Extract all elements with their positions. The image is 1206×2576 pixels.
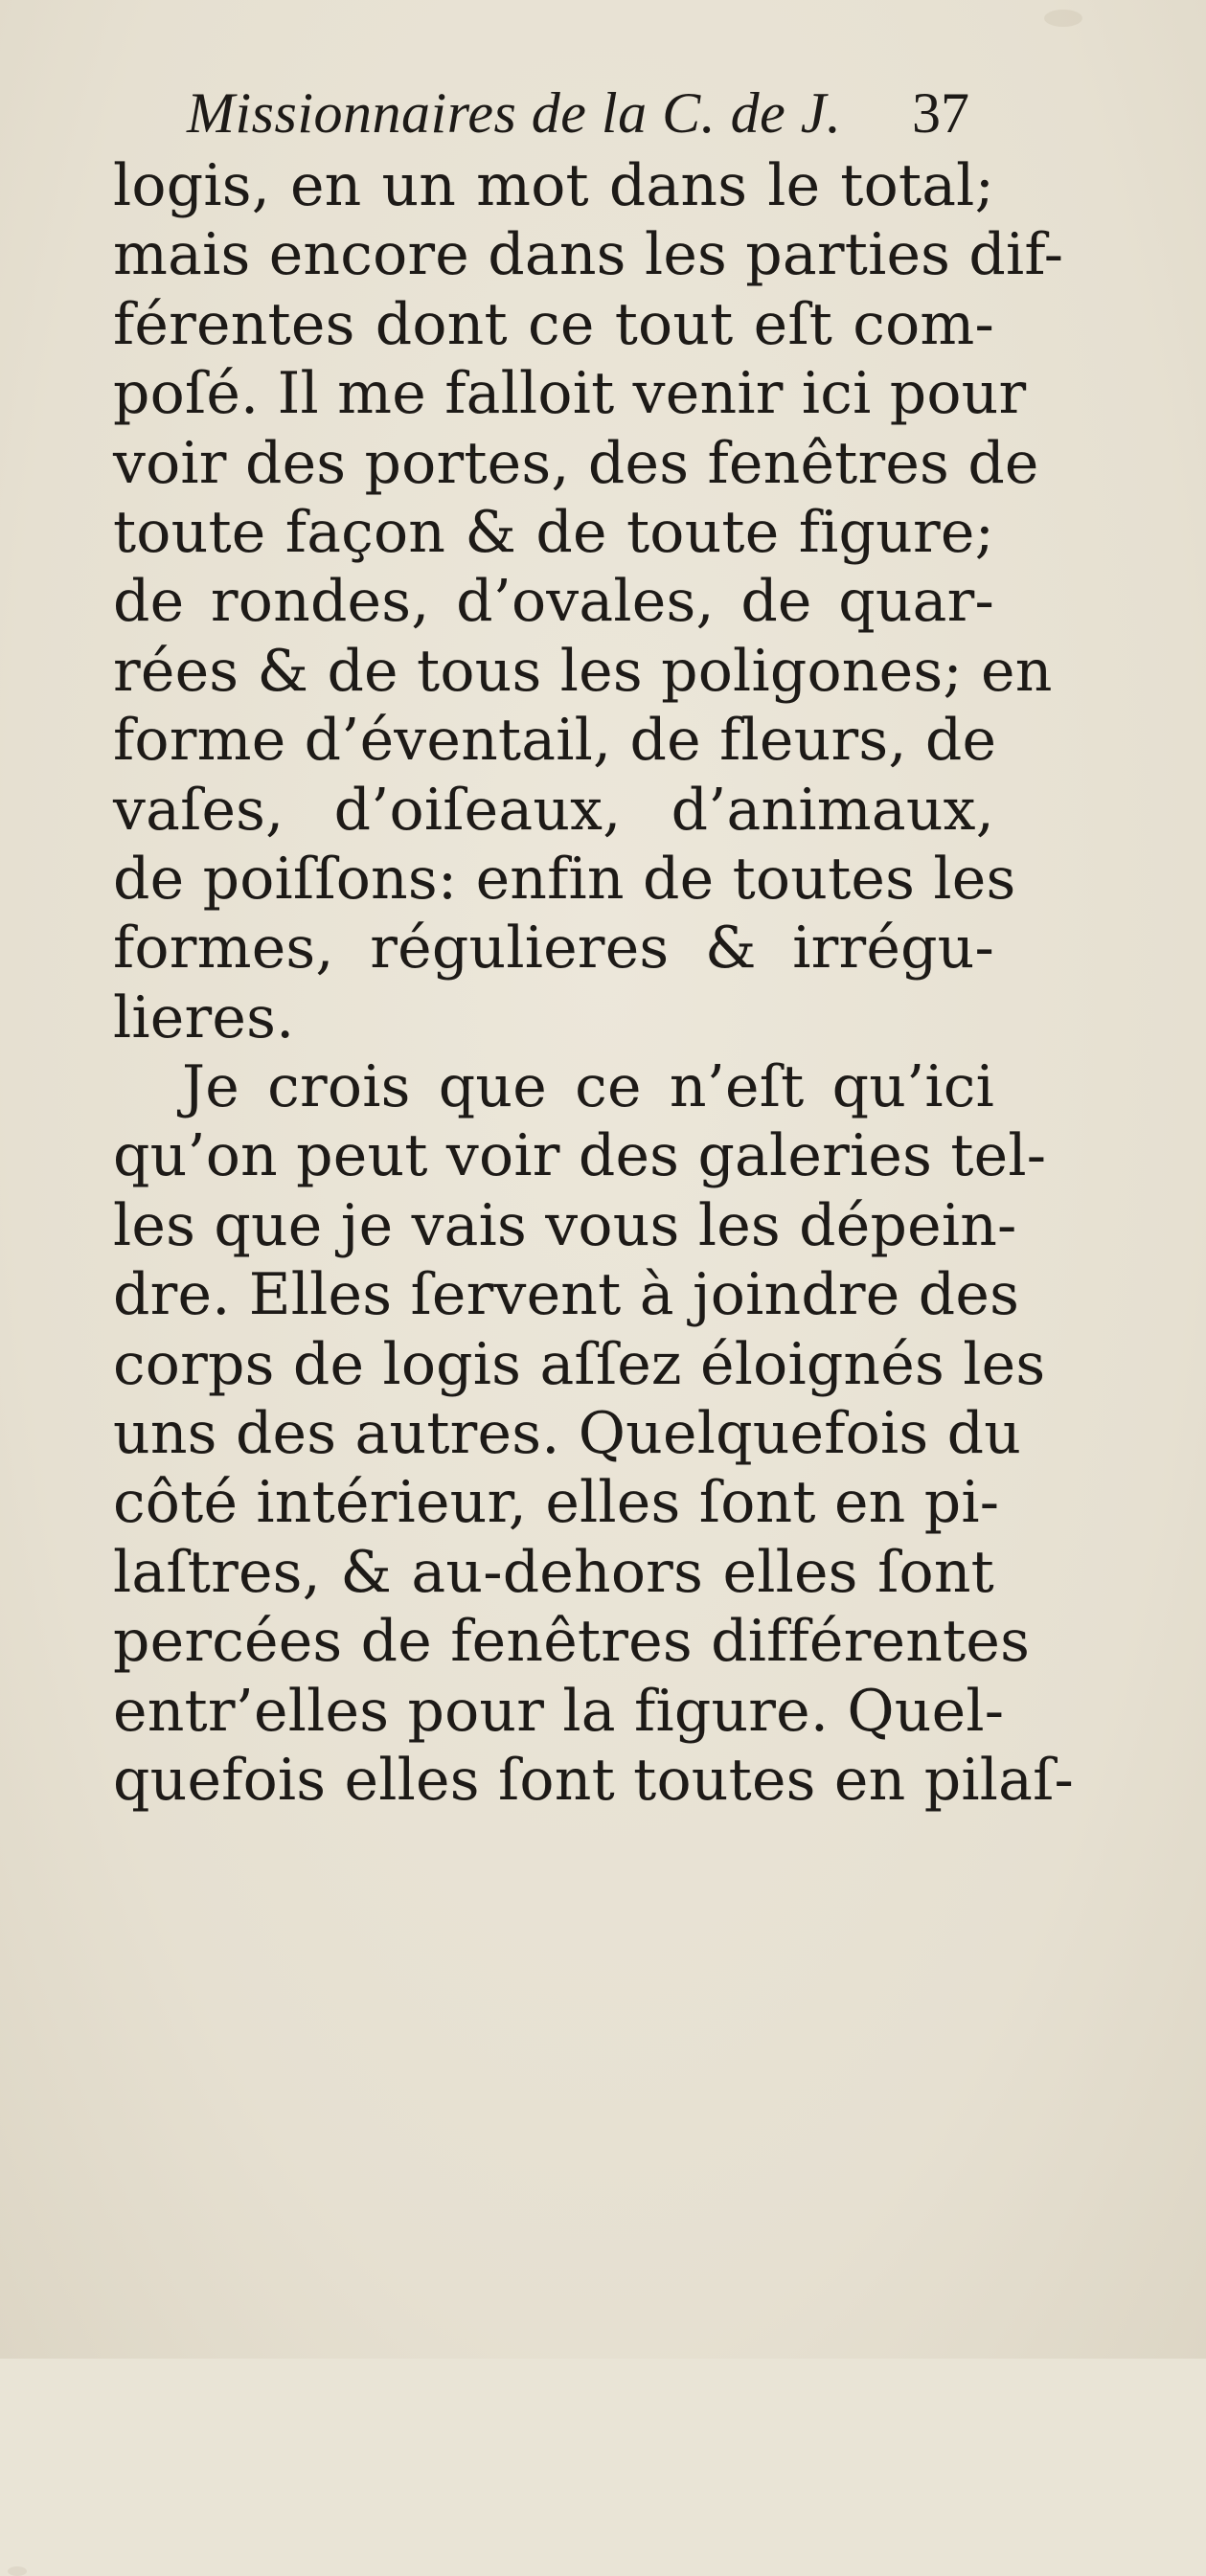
text-line: formes, régulieres & irrégu- <box>113 915 994 983</box>
body-text <box>113 151 1074 1815</box>
text-line: toute façon & de toute figure; <box>113 498 994 566</box>
text-line: de rondes, d’ovales, de quar- <box>113 568 994 636</box>
text-line: férentes dont ce tout eſt com- <box>113 290 994 358</box>
text-line: vaſes, d’oiſeaux, d’animaux, <box>113 776 994 844</box>
text-line: percées de fenêtres différentes <box>113 1608 1031 1676</box>
text-line: les que je vais vous les dépein- <box>113 1191 1017 1259</box>
paper-stain <box>8 2566 27 2576</box>
text-line: rées & de tous les poligones; en <box>113 637 1053 705</box>
text-line: qu’on peut voir des galeries tel- <box>113 1122 1047 1190</box>
text-line: forme d’éventail, de fleurs, de <box>113 707 997 775</box>
text-line: de poiſſons: enfin de toutes les <box>113 845 1016 913</box>
text-line: laſtres, & au-dehors elles ſont <box>113 1538 994 1606</box>
text-line: voir des portes, des fenêtres de <box>113 429 1039 497</box>
text-line: logis, en un mot dans le total; <box>113 152 994 219</box>
paper-stain <box>1044 10 1082 27</box>
running-title: Missionnaires de la C. de J. <box>187 81 842 145</box>
text-line: corps de logis aſſez éloignés les <box>113 1330 1046 1398</box>
page-header <box>0 75 1206 151</box>
page-number: 37 <box>912 81 969 145</box>
text-line: côté intérieur, elles ſont en pi- <box>113 1469 1000 1537</box>
text-line: uns des autres. Quelquefois du <box>113 1400 1022 1468</box>
text-line: mais encore dans les parties dif- <box>113 221 1064 289</box>
text-line: quefois elles ſont toutes en pilaſ- <box>113 1746 1074 1814</box>
text-line: poſé. Il me falloit venir ici pour <box>113 360 1027 428</box>
text-line: entr’elles pour la figure. Quel- <box>113 1677 1005 1745</box>
text-line: dre. Elles ſervent à joindre des <box>113 1261 1020 1329</box>
text-line: lieres. <box>113 983 295 1051</box>
paragraph-start-line: Je crois que ce n’eſt qu’ici <box>182 1053 994 1121</box>
